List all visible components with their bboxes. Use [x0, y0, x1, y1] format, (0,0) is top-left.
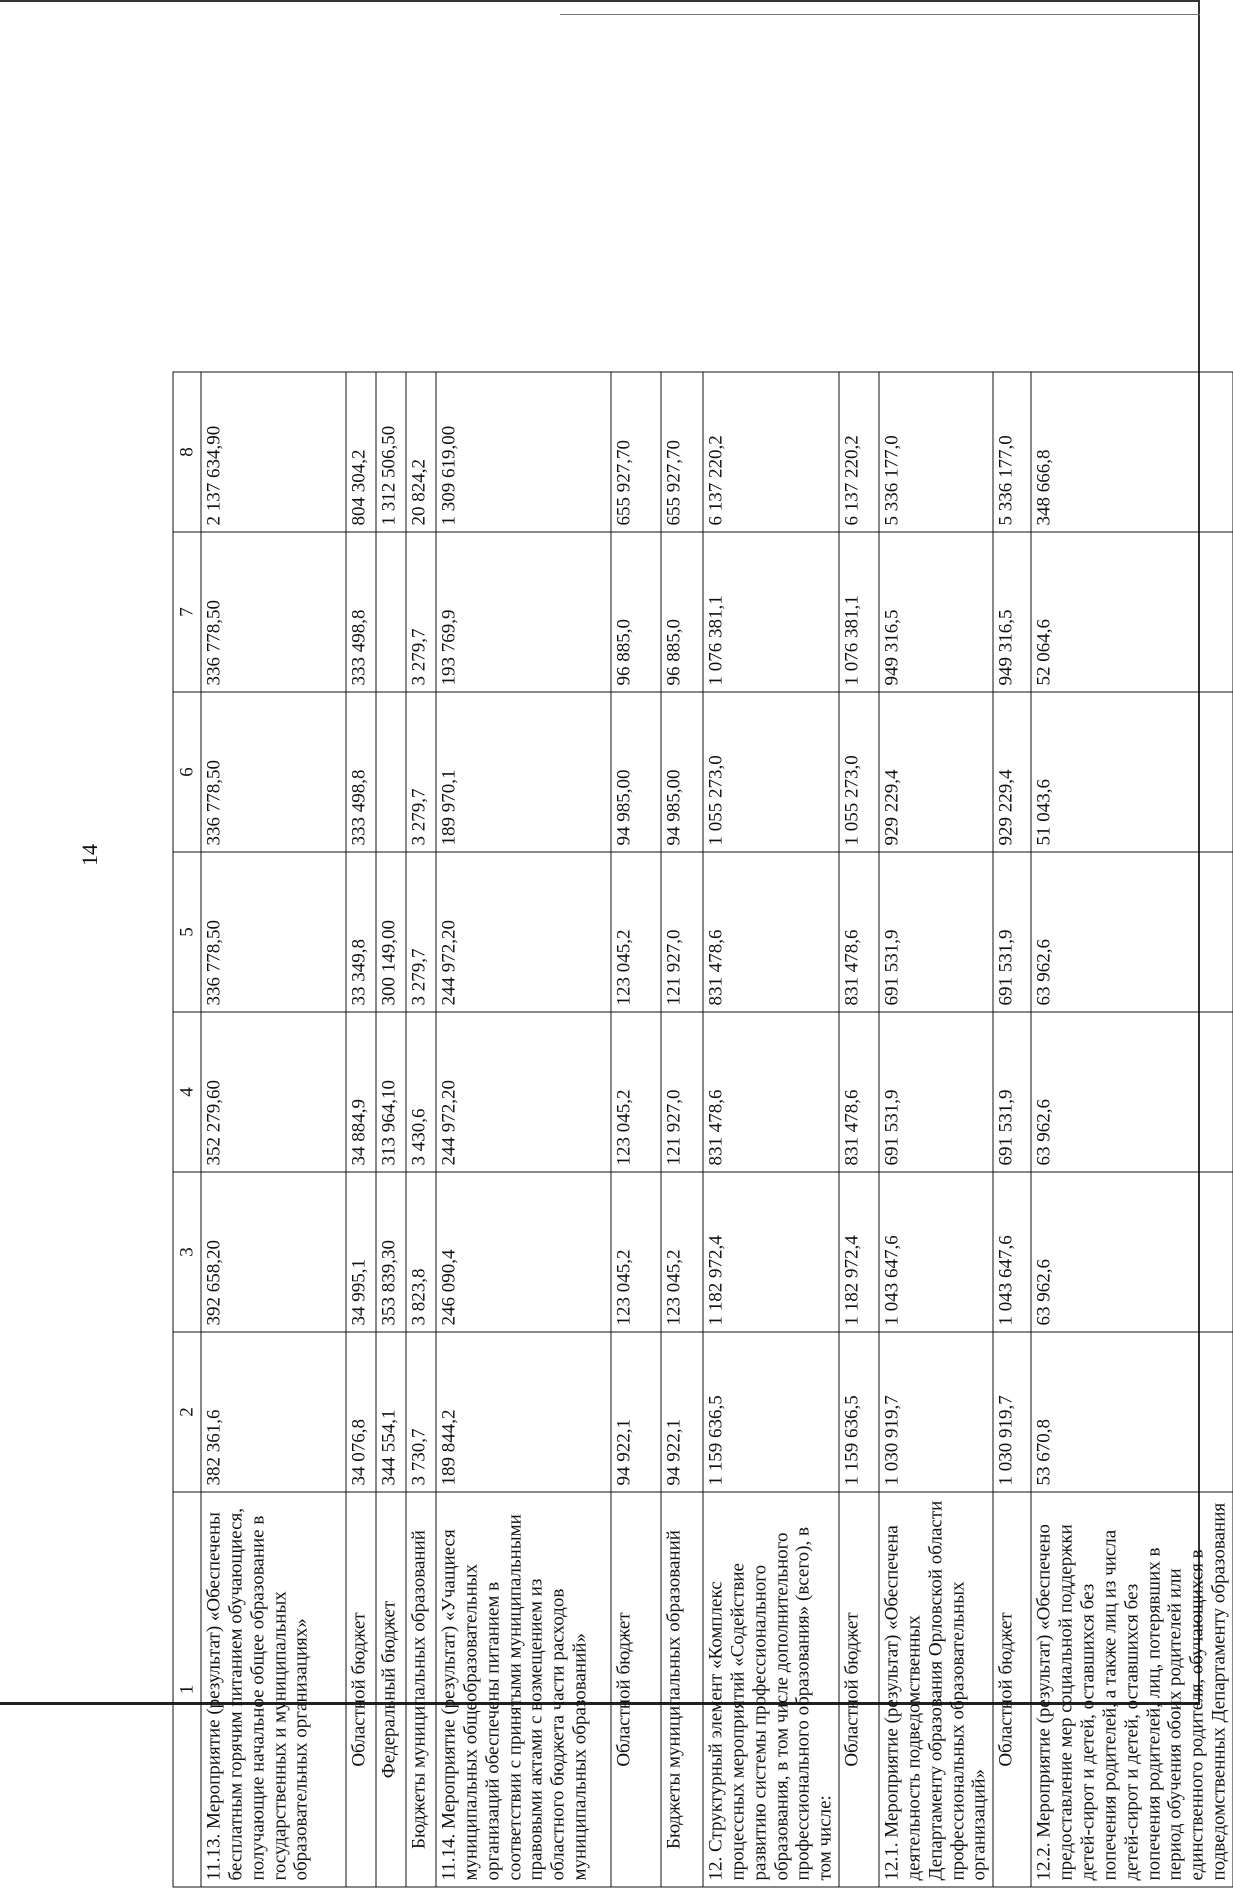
value-cell-col-2: 1 030 919,7: [993, 1332, 1031, 1492]
value-cell-col-7: 949 316,5: [993, 532, 1031, 692]
scan-artifact-line: [560, 14, 1200, 15]
budget-source-label: Бюджеты муниципальных образований: [661, 1492, 703, 1887]
value-cell-col-5: 3 279,7: [406, 852, 436, 1012]
value-cell-col-6: 1 055 273,0: [839, 692, 879, 852]
value-cell-col-2: 1 030 919,7: [879, 1332, 993, 1492]
value-cell-col-2: 382 361,6: [201, 1332, 346, 1492]
value-cell-col-8: 655 927,70: [611, 372, 661, 532]
value-cell-col-3: 246 090,4: [436, 1172, 611, 1332]
value-cell-col-5: 244 972,20: [436, 852, 611, 1012]
table-row: [661, 372, 703, 1887]
value-cell-col-5: 123 045,2: [611, 852, 661, 1012]
value-cell-col-5: 33 349,8: [346, 852, 376, 1012]
value-cell-col-4: 244 972,20: [436, 1012, 611, 1172]
table-header-row: [173, 372, 201, 1887]
table-row: [346, 372, 376, 1887]
value-cell-col-2: 1 159 636,5: [839, 1332, 879, 1492]
activity-label: 12.1. Мероприятие (результат) «Обеспечена деятельность подведомственных Департаменту образования Орловской области профессиональных образовательных организаций»: [879, 1492, 993, 1887]
value-cell-col-3: 1 182 972,4: [839, 1172, 879, 1332]
value-cell-col-2: 94 922,1: [661, 1332, 703, 1492]
page-number: 14: [75, 835, 105, 875]
value-cell-col-2: 3 730,7: [406, 1332, 436, 1492]
value-cell-col-2: 1 159 636,5: [703, 1332, 839, 1492]
value-cell-col-3: 123 045,2: [661, 1172, 703, 1332]
value-cell-col-7: 949 316,5: [879, 532, 993, 692]
value-cell-col-8: 655 927,70: [661, 372, 703, 532]
value-cell-col-4: 352 279,60: [201, 1012, 346, 1172]
column-header-6: 6: [173, 692, 201, 852]
value-cell-col-6: 189 970,1: [436, 692, 611, 852]
table-row: [201, 372, 346, 1887]
value-cell-col-4: 121 927,0: [661, 1012, 703, 1172]
value-cell-col-2: 344 554,1: [376, 1332, 406, 1492]
value-cell-col-8: 1 309 619,00: [436, 372, 611, 532]
value-cell-col-3: 392 658,20: [201, 1172, 346, 1332]
column-header-1: 1: [173, 1492, 201, 1887]
value-cell-col-5: 63 962,6: [1031, 852, 1233, 1012]
value-cell-col-4: 691 531,9: [993, 1012, 1031, 1172]
value-cell-col-7: 336 778,50: [201, 532, 346, 692]
value-cell-col-4: 691 531,9: [879, 1012, 993, 1172]
value-cell-col-5: 336 778,50: [201, 852, 346, 1012]
value-cell-col-6: 3 279,7: [406, 692, 436, 852]
table-row: [1031, 372, 1233, 1887]
value-cell-col-7: 1 076 381,1: [839, 532, 879, 692]
value-cell-col-8: 6 137 220,2: [703, 372, 839, 532]
table-row: [703, 372, 839, 1887]
value-cell-col-5: 831 478,6: [839, 852, 879, 1012]
value-cell-col-6: 94 985,00: [611, 692, 661, 852]
value-cell-col-7: 96 885,0: [661, 532, 703, 692]
value-cell-col-7: 52 064,6: [1031, 532, 1233, 692]
value-cell-col-4: 831 478,6: [703, 1012, 839, 1172]
value-cell-col-8: 6 137 220,2: [839, 372, 879, 532]
value-cell-col-4: 313 964,10: [376, 1012, 406, 1172]
value-cell-col-3: 123 045,2: [611, 1172, 661, 1332]
value-cell-col-4: 63 962,6: [1031, 1012, 1233, 1172]
budget-source-label: Областной бюджет: [611, 1492, 661, 1887]
budget-source-label: Областной бюджет: [346, 1492, 376, 1887]
table-row: [436, 372, 611, 1887]
value-cell-col-4: 123 045,2: [611, 1012, 661, 1172]
value-cell-col-8: 5 336 177,0: [993, 372, 1031, 532]
value-cell-col-7: 333 498,8: [346, 532, 376, 692]
value-cell-col-6: 51 043,6: [1031, 692, 1233, 852]
scan-edge-top: [0, 0, 1200, 2]
value-cell-col-5: 831 478,6: [703, 852, 839, 1012]
value-cell-col-3: 34 995,1: [346, 1172, 376, 1332]
rotated-page-content: [173, 373, 1103, 1888]
table-row: [406, 372, 436, 1887]
column-header-8: 8: [173, 372, 201, 532]
budget-source-label: Областной бюджет: [993, 1492, 1031, 1887]
table-row: [879, 372, 993, 1887]
value-cell-col-5: 121 927,0: [661, 852, 703, 1012]
value-cell-col-5: 300 149,00: [376, 852, 406, 1012]
value-cell-col-8: 5 336 177,0: [879, 372, 993, 532]
budget-source-label: Бюджеты муниципальных образований: [406, 1492, 436, 1887]
value-cell-col-2: 34 076,8: [346, 1332, 376, 1492]
value-cell-col-6: 929 229,4: [879, 692, 993, 852]
value-cell-col-3: 1 043 647,6: [993, 1172, 1031, 1332]
value-cell-col-2: 94 922,1: [611, 1332, 661, 1492]
column-header-4: 4: [173, 1012, 201, 1172]
value-cell-col-8: 804 304,2: [346, 372, 376, 532]
column-header-7: 7: [173, 532, 201, 692]
value-cell-col-6: 929 229,4: [993, 692, 1031, 852]
value-cell-col-7: 3 279,7: [406, 532, 436, 692]
value-cell-col-3: 1 182 972,4: [703, 1172, 839, 1332]
value-cell-col-8: 1 312 506,50: [376, 372, 406, 532]
table-row: [993, 372, 1031, 1887]
activity-label: 12.2. Мероприятие (результат) «Обеспечено предоставление мер социальной поддержки детей-сирот и детей, оставшихся без попечения родителей, а также лиц из числа детей-сирот и детей, оставшихся без попечения родителей, лиц, потерявших в период обучения обоих родителей или единственного родителя, обучающихся в подведомственных Департаменту образования: [1031, 1492, 1233, 1887]
budget-source-label: Областной бюджет: [839, 1492, 879, 1887]
value-cell-col-6: 94 985,00: [661, 692, 703, 852]
value-cell-col-7: 96 885,0: [611, 532, 661, 692]
value-cell-col-6: 336 778,50: [201, 692, 346, 852]
activity-label: 11.13. Мероприятие (результат) «Обеспечены бесплатным горячим питанием обучающиеся, получающие начальное общее образование в государственных и муниципальных образовательных организациях»: [201, 1492, 346, 1887]
value-cell-col-2: 53 670,8: [1031, 1332, 1233, 1492]
column-header-5: 5: [173, 852, 201, 1012]
table-row: [376, 372, 406, 1887]
value-cell-col-3: 353 839,30: [376, 1172, 406, 1332]
value-cell-col-4: 831 478,6: [839, 1012, 879, 1172]
table-row: [839, 372, 879, 1887]
value-cell-col-2: 189 844,2: [436, 1332, 611, 1492]
value-cell-col-6: 333 498,8: [346, 692, 376, 852]
value-cell-col-4: 34 884,9: [346, 1012, 376, 1172]
budget-table: [173, 372, 1233, 1888]
value-cell-col-8: 2 137 634,90: [201, 372, 346, 532]
column-header-3: 3: [173, 1172, 201, 1332]
value-cell-col-4: 3 430,6: [406, 1012, 436, 1172]
value-cell-col-6: 1 055 273,0: [703, 692, 839, 852]
value-cell-col-8: 20 824,2: [406, 372, 436, 532]
table-row: [611, 372, 661, 1887]
value-cell-col-3: 3 823,8: [406, 1172, 436, 1332]
activity-label: 12. Структурный элемент «Комплекс процессных мероприятий «Содействие развитию системы профессионального образования, в том числе дополнительного профессионального образования» (всего), в том числе:: [703, 1492, 839, 1887]
value-cell-col-3: 63 962,6: [1031, 1172, 1233, 1332]
value-cell-col-8: 348 666,8: [1031, 372, 1233, 532]
value-cell-col-5: 691 531,9: [993, 852, 1031, 1012]
budget-source-label: Федеральный бюджет: [376, 1492, 406, 1887]
value-cell-col-7: [376, 532, 406, 692]
value-cell-col-5: 691 531,9: [879, 852, 993, 1012]
value-cell-col-3: 1 043 647,6: [879, 1172, 993, 1332]
value-cell-col-6: [376, 692, 406, 852]
value-cell-col-7: 193 769,9: [436, 532, 611, 692]
column-header-2: 2: [173, 1332, 201, 1492]
activity-label: 11.14. Мероприятие (результат) «Учащиеся муниципальных общеобразовательных организаций обеспечены питанием в соответствии с принятыми муниципальными правовыми актами с возмещением из областного бюджета части расходов муниципальных образований»: [436, 1492, 611, 1887]
value-cell-col-7: 1 076 381,1: [703, 532, 839, 692]
